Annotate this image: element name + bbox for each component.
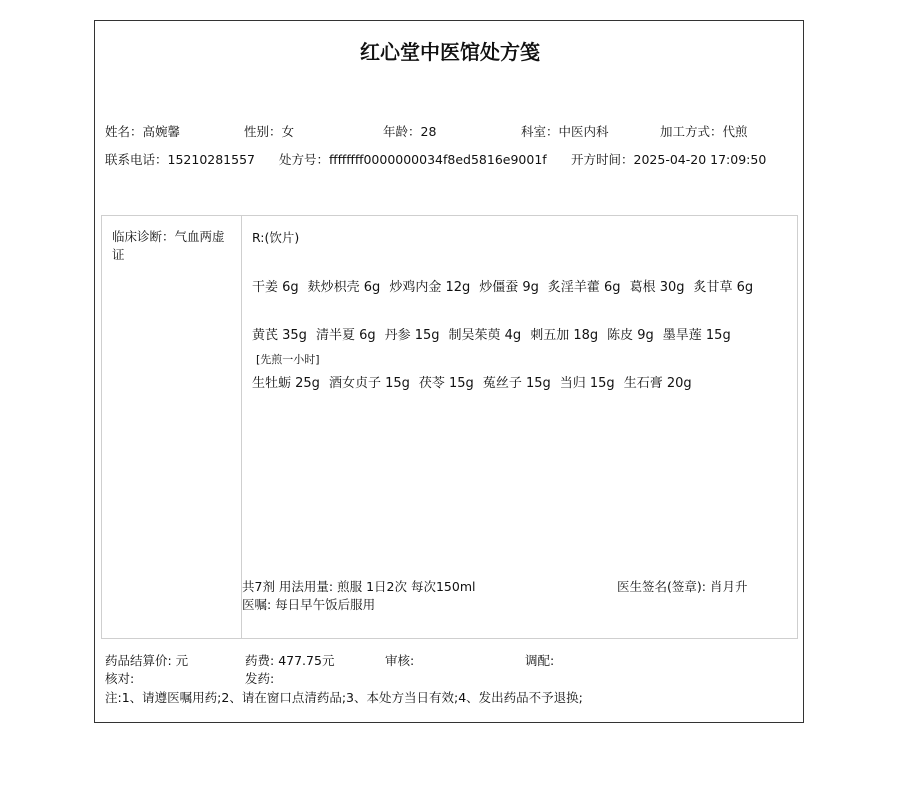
doctor-signature-label: 医生签名(签章):	[617, 579, 706, 594]
doctor-name: 肖月升	[709, 579, 748, 594]
herb-item: 生石膏 20g	[623, 376, 692, 391]
process-method	[660, 122, 748, 140]
herb-row-3	[252, 372, 701, 391]
herb-item: 当归 15g	[559, 376, 615, 391]
patient-name	[105, 122, 180, 140]
dispense-label: 调配:	[525, 653, 555, 668]
herb-item: 干姜 6g	[252, 280, 299, 295]
patient-gender-label: 性别：	[244, 124, 282, 139]
herb-item: 葛根 30g	[629, 280, 685, 295]
prescription-number-label: 处方号：	[279, 152, 330, 167]
herb-item: 菟丝子 15g	[482, 376, 551, 391]
herb-item: 生牡蛎 25g	[252, 376, 320, 391]
patient-gender	[244, 122, 294, 140]
herb-item: 黄芪 35g	[252, 328, 307, 343]
herb-row-1	[252, 276, 762, 295]
prescription-time-value: 2025-04-20 17:09:50	[633, 152, 767, 167]
herb-item: 茯苓 15g	[418, 376, 474, 391]
herb-item: 麸炒枳壳 6g	[307, 280, 381, 295]
rx-label: R:(饮片)	[252, 230, 300, 245]
process-method-label: 加工方式：	[660, 124, 723, 139]
drug-fee	[245, 651, 334, 669]
drug-fee-label: 药费:	[245, 653, 275, 668]
review-label: 审核:	[385, 653, 415, 668]
patient-name-label: 姓名：	[105, 124, 143, 139]
notice-text: 注:1、请遵医嘱用药;2、请在窗口点清药品;3、本处方当日有效;4、发出药品不予退换;	[105, 690, 583, 705]
drug-fee-value: 477.75元	[278, 653, 335, 668]
patient-phone-value: 15210281557	[167, 152, 255, 167]
herb-item: 酒女贞子 15g	[328, 376, 410, 391]
prescription-time-label: 开方时间：	[571, 152, 634, 167]
issue-label: 发药:	[245, 671, 275, 686]
herb-item: 清半夏 6g	[315, 328, 376, 343]
patient-age	[383, 122, 436, 140]
patient-age-label: 年龄：	[383, 124, 421, 139]
herb-item: 炙甘草 6g	[693, 280, 754, 295]
patient-name-value: 高婉馨	[142, 124, 181, 139]
page-title: 红心堂中医馆处方笺	[360, 40, 540, 64]
prescription-number	[279, 150, 547, 168]
patient-dept-label: 科室：	[521, 124, 559, 139]
diagnosis-label: 临床诊断：	[112, 229, 175, 244]
dosage-instructions: 共7剂 用法用量: 煎服 1日2次 每次150ml	[242, 579, 476, 594]
herb-item: 制吴茱萸 4g	[448, 328, 522, 343]
herb-item: 陈皮 9g	[607, 328, 654, 343]
herb-item: 炙淫羊藿 6g	[547, 280, 621, 295]
herb-item: 刺五加 18g	[530, 328, 599, 343]
patient-gender-value: 女	[281, 124, 295, 139]
clinical-diagnosis	[112, 228, 234, 264]
herb-item: 墨旱莲 15g	[662, 328, 731, 343]
herb-item: 丹参 15g	[384, 328, 440, 343]
diagnosis-value: 气血两虚证	[112, 229, 225, 262]
prescription-number-value: ffffffff0000000034f8ed5816e9001f	[329, 152, 547, 167]
patient-dept	[521, 122, 609, 140]
process-method-value: 代煎	[722, 124, 748, 139]
prescription-time	[571, 150, 766, 168]
doctor-signature	[617, 577, 747, 595]
medical-advice: 医嘱: 每日早午饭后服用	[242, 597, 376, 612]
patient-age-value: 28	[420, 124, 437, 139]
herb-item: 炒鸡内金 12g	[389, 280, 471, 295]
patient-dept-value: 中医内科	[558, 124, 609, 139]
herb-row-2	[252, 324, 740, 343]
patient-phone-label: 联系电话：	[105, 152, 168, 167]
patient-phone	[105, 150, 255, 168]
prescription-divider	[241, 215, 242, 639]
price-label: 药品结算价: 元	[105, 653, 189, 668]
herb-preparation-note: [先煎一小时]	[256, 353, 320, 366]
check-label: 核对:	[105, 671, 135, 686]
herb-item: 炒僵蚕 9g	[479, 280, 539, 295]
